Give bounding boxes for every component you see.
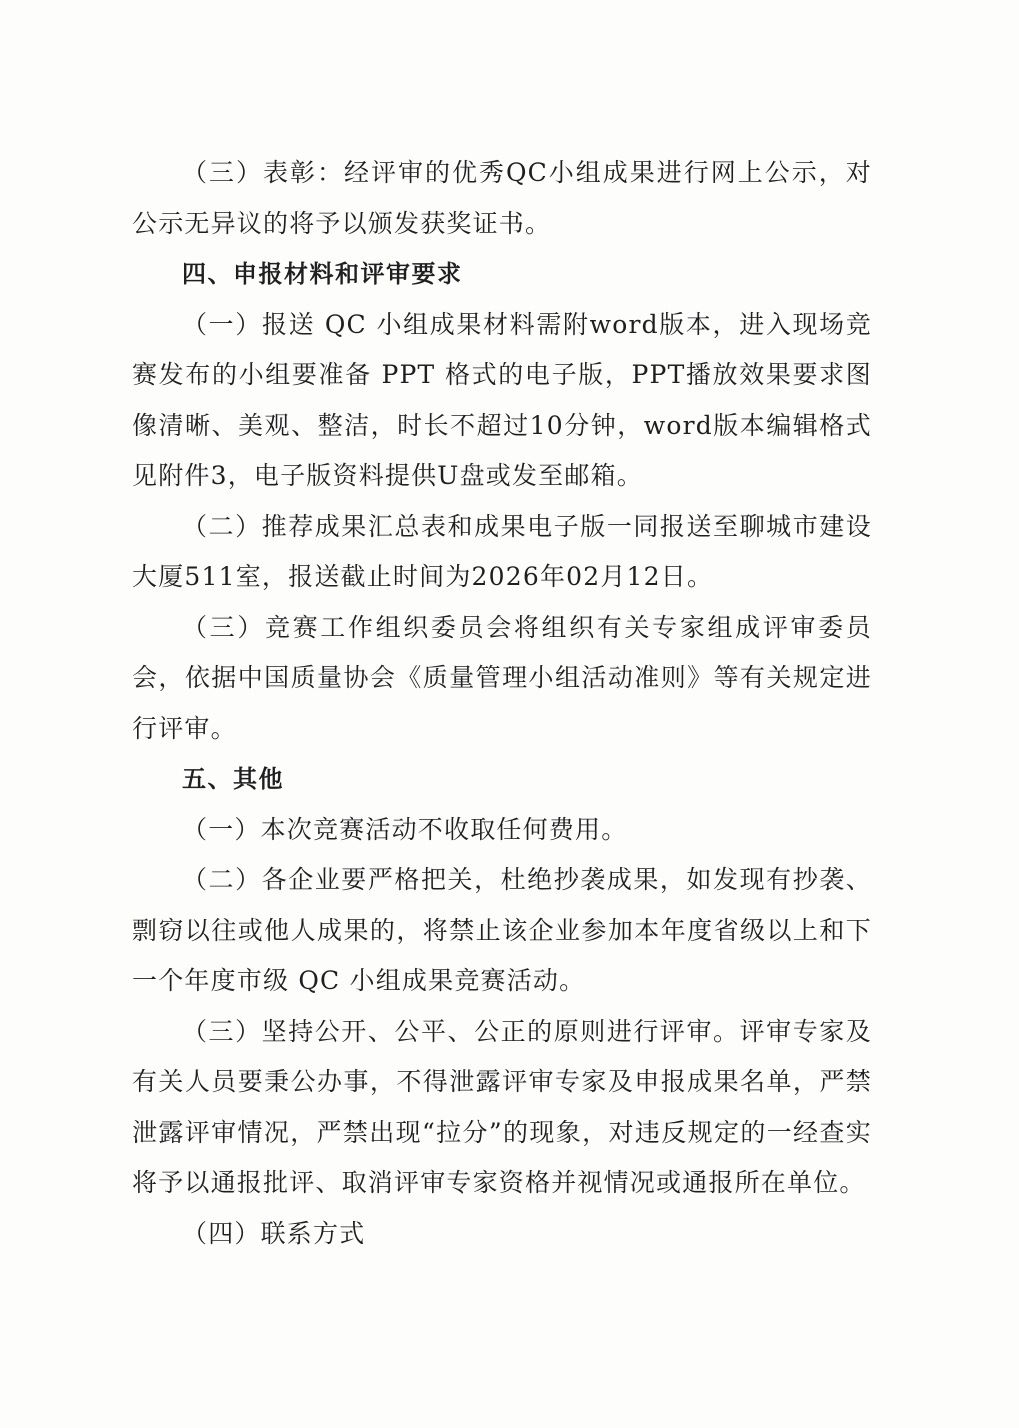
document-body [132, 148, 872, 1259]
section-heading-materials: 四、申报材料和评审要求 [182, 260, 463, 288]
paragraph-submission-format: （一）报送 QC 小组成果材料需附word版本，进入现场竞赛发布的小组要准备 PPT 格式的电子版，PPT播放效果要求图像清晰、美观、整洁，时长不超过10分钟，word版本编辑格式见附件3，电子版资料提供U盘或发至邮箱。 [132, 309, 872, 490]
paragraph-no-plagiarism: （二）各企业要严格把关，杜绝抄袭成果，如发现有抄袭、剽窃以往或他人成果的，将禁止该企业参加本年度省级以上和下一个年度市级 QC 小组成果竞赛活动。 [132, 865, 872, 995]
paragraph-review-committee: （三）竞赛工作组织委员会将组织有关专家组成评审委员会，依据中国质量协会《质量管理小组活动准则》等有关规定进行评审。 [132, 612, 872, 743]
section-heading-other: 五、其他 [182, 765, 284, 793]
paragraph-submission-deadline: （二）推荐成果汇总表和成果电子版一同报送至聊城市建设大厦511室，报送截止时间为2026年02月12日。 [132, 511, 872, 591]
paragraph-fair-review: （三）坚持公开、公平、公正的原则进行评审。评审专家及有关人员要秉公办事，不得泄露评审专家及申报成果名单，严禁泄露评审情况，严禁出现“拉分”的现象，对违反规定的一经查实将予以通报批评、取消评审专家资格并视情况或通报所在单位。 [132, 1016, 872, 1197]
paragraph-no-fees: （一）本次竞赛活动不收取任何费用。 [182, 814, 628, 844]
paragraph-contact: （四）联系方式 [182, 1218, 366, 1248]
paragraph-commendation: （三）表彰：经评审的优秀QC小组成果进行网上公示，对公示无异议的将予以颁发获奖证书。 [132, 158, 872, 238]
